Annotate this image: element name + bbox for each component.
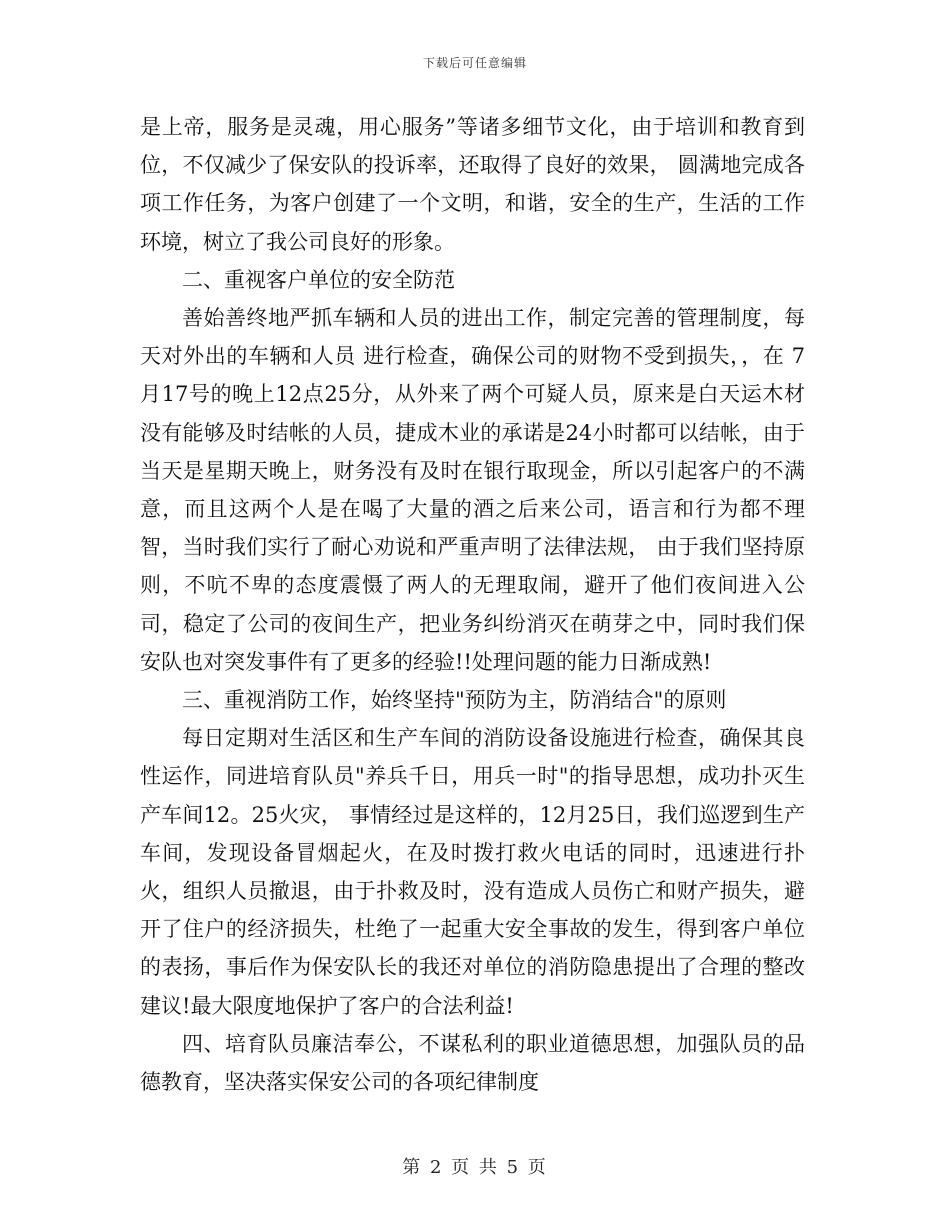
paragraph-2: 善始善终地严抓车辆和人员的进出工作，制定完善的管理制度，每天对外出的车辆和人员 进行检查，确保公司的财物不受到损失，，在 7月17号的晚上12点25分，从外来了两个可疑人员，原来是白天运木材没有能够及时结帐的人员，捷成木业的承诺是24小时都可以结帐，由于当天是星期天晚上，财务没有及时在银行取现金，所以引起客户的不满意，而且这两个人是在喝了大量的酒之后来公司，语言和行为都不理智，当时我们实行了耐心劝说和严重声明了法律法规， 由于我们坚持原则，不吭不卑的态度震慑了两人的无理取闹，避开了他们夜间进入公司，稳定了公司的夜间生产，把业务纠纷消灭在萌芽之中，同时我们保安队也对突发事件有了更多的经验!!处理问题的能力日渐成熟! (140, 306, 805, 674)
section-heading-3: 三、重视消防工作，始终坚持"预防为主，防消结合"的原则 (182, 688, 727, 713)
section-heading-2: 二、重视客户单位的安全防范 (182, 267, 455, 292)
document-body (140, 108, 805, 1101)
page-header: 下载后可任意编辑 (422, 56, 527, 70)
paragraph-1: 是上帝，服务是灵魂，用心服务”等诸多细节文化，由于培训和教育到位，不仅减少了保安队的投诉率，还取得了良好的效果， 圆满地完成各项工作任务，为客户创建了一个文明，和谐，安全的生产，生活的工作环境，树立了我公司良好的形象。 (140, 115, 805, 254)
paragraph-3: 每日定期对生活区和生产车间的消防设备设施进行检查，确保其良性运作，同进培育队员"养兵千日，用兵一时"的指导思想，成功扑灭生产车间12。25火灾， 事情经过是这样的，12月25日，我们巡逻到生产车间，发现设备冒烟起火，在及时拨打救火电话的同时，迅速进行扑火，组织人员撤退，由于扑救及时，没有造成人员伤亡和财产损失，避开了住户的经济损失，杜绝了一起重大安全事故的发生，得到客户单位的表扬，事后作为保安队长的我还对单位的消防隐患提出了合理的整改建议!最大限度地保护了客户的合法利益! (140, 726, 805, 1018)
page-footer: 第 2 页 共 5 页 (402, 1157, 548, 1178)
section-heading-4: 四、培育队员廉洁奉公，不谋私利的职业道德思想，加强队员的品德教育，坚决落实保安公司的各项纪律制度 (140, 1031, 805, 1095)
